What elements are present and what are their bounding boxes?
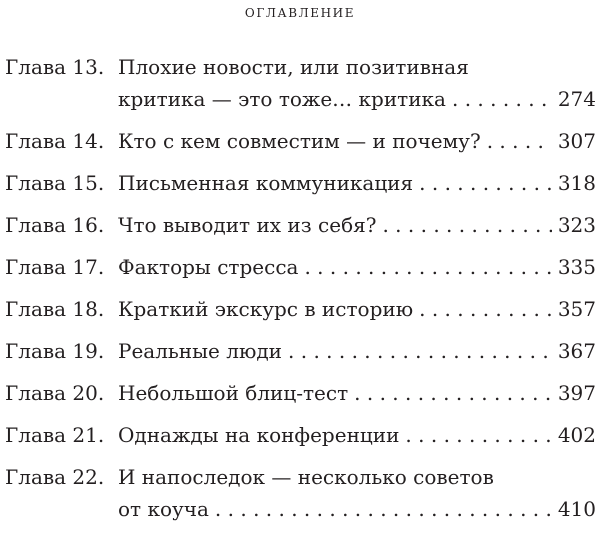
dot-leader [487,125,552,157]
entry-title: И напоследок — несколько советов [118,465,494,489]
page-number: 410 [557,497,596,521]
table-of-contents [0,51,600,535]
toc-entry[interactable] [0,335,600,367]
dot-leader [288,335,552,367]
dot-leader [452,83,552,115]
page-number: 367 [557,339,596,363]
chapter-number: Глава 14. [5,129,105,153]
dot-leader [215,493,552,525]
page-header: оглавление [244,2,356,22]
dot-leader [304,251,551,283]
page-number: 335 [557,255,596,279]
chapter-number: Глава 19. [5,339,105,363]
page-number: 307 [557,129,596,153]
toc-entry[interactable] [0,167,600,199]
entry-title: Краткий экскурс в историю [118,297,414,321]
page-number: 323 [557,213,596,237]
chapter-number: Глава 18. [5,297,105,321]
toc-entry[interactable] [0,251,600,283]
toc-entry[interactable] [0,125,600,157]
chapter-number: Глава 16. [5,213,105,237]
chapter-number: Глава 21. [5,423,105,447]
page-number: 397 [557,381,596,405]
page-number: 402 [557,423,596,447]
dot-leader [382,209,551,241]
entry-title: Плохие новости, или позитивная [118,55,469,79]
page-number: 357 [557,297,596,321]
entry-title: Что выводит их из себя? [118,213,377,237]
toc-entry[interactable] [0,461,600,525]
page-number: 318 [557,171,596,195]
toc-entry[interactable] [0,293,600,325]
entry-title: Реальные люди [118,339,283,363]
entry-title: Однажды на конференции [118,423,400,447]
chapter-number: Глава 20. [5,381,105,405]
chapter-number: Глава 13. [5,55,105,79]
toc-entry[interactable] [0,377,600,409]
toc-entry[interactable] [0,209,600,241]
toc-entry[interactable] [0,419,600,451]
toc-entry[interactable] [0,51,600,115]
dot-leader [419,293,552,325]
entry-title: Письменная коммуникация [118,171,414,195]
chapter-number: Глава 15. [5,171,105,195]
entry-title: от коуча [118,497,209,521]
entry-title: Небольшой блиц-тест [118,381,349,405]
chapter-number: Глава 17. [5,255,105,279]
dot-leader [354,377,552,409]
dot-leader [405,419,551,451]
entry-title: критика — это тоже… критика [118,87,446,111]
chapter-number: Глава 22. [5,465,105,489]
entry-title: Кто с кем совместим — и почему? [118,129,481,153]
entry-title: Факторы стресса [118,255,299,279]
page-number: 274 [557,87,596,111]
dot-leader [419,167,552,199]
